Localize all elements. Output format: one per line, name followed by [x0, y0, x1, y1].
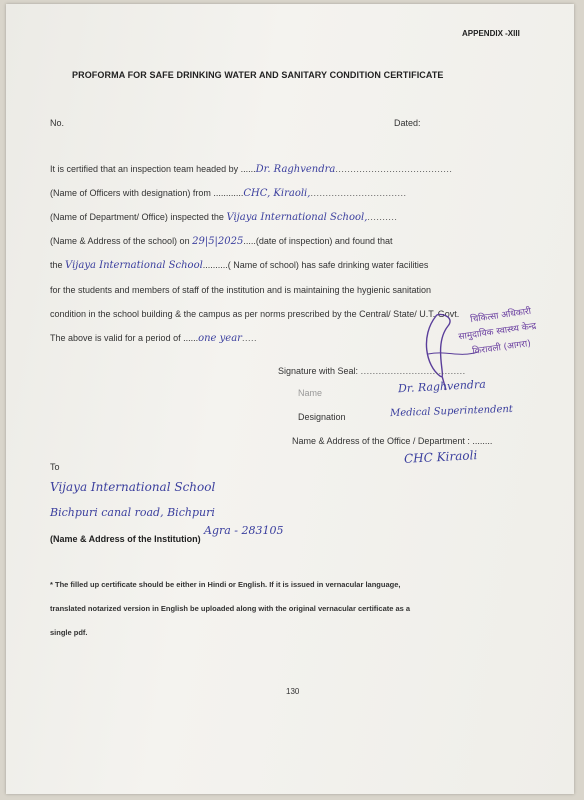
- recipient-line-2: Bichpuri canal road, Bichpuri: [50, 506, 215, 519]
- line4-prefix: (Name & Address of the school) on: [50, 236, 190, 246]
- page-number: 130: [286, 687, 300, 696]
- certificate-page: [6, 4, 574, 794]
- seal-line-3: किरावली (आगरा): [471, 338, 532, 358]
- line8-prefix: The above is valid for a period of ......: [50, 333, 199, 343]
- body-line-2: [50, 188, 406, 199]
- footnote-line-3: single pdf.: [50, 628, 88, 637]
- school-handwritten: Vijaya International School,: [226, 212, 368, 223]
- body-line-5: [50, 260, 428, 271]
- office-address-handwritten: CHC Kiraoli: [403, 448, 478, 466]
- body-line-4: [50, 236, 538, 247]
- number-label: No.: [50, 118, 65, 128]
- name-label: Name: [298, 388, 323, 398]
- to-label: To: [50, 462, 60, 472]
- body-line-8: [50, 333, 257, 344]
- footnote-line-2: translated notarized version in English be uploaded along with the original vernacular certificate as a: [50, 604, 411, 613]
- body-line-3: [50, 212, 397, 223]
- footnote-line-1: * The filled up certificate should be either in Hindi or English. If it is issued in vernacular language,: [50, 580, 401, 589]
- office-handwritten: CHC, Kiraoli,: [243, 188, 311, 199]
- line5-suffix: ..........( Name of school) has safe drinking water facilities: [202, 260, 429, 270]
- line4-suffix: .....(date of inspection) and found that: [243, 236, 393, 246]
- validity-handwritten: one year: [198, 333, 242, 344]
- office-address-label: Name & Address of the Office / Department : ........: [292, 436, 493, 446]
- line2-prefix: (Name of Officers with designation) from ............: [50, 188, 244, 198]
- body-line-6: for the students and members of staff of the institution and is maintaining the hygienic sanitation: [50, 285, 432, 295]
- line2-suffix: ................................: [310, 188, 407, 198]
- line3-suffix: ..........: [367, 212, 398, 222]
- line1-suffix: .......................................: [335, 164, 453, 174]
- line3-prefix: (Name of Department/ Office) inspected the: [50, 212, 224, 222]
- signatory-name-handwritten: Dr. Raghvendra: [397, 377, 487, 396]
- line5-prefix: the: [50, 260, 63, 270]
- body-line-7: condition in the school building & the campus as per norms prescribed by the Central/ State/ U.T. Govt.: [50, 309, 460, 319]
- signature-label: Signature with Seal:: [278, 366, 359, 376]
- seal-line-2: सामुदायिक स्वास्थ्य केन्द्र: [457, 321, 537, 343]
- document-title: PROFORMA FOR SAFE DRINKING WATER AND SANITARY CONDITION CERTIFICATE: [72, 70, 444, 80]
- recipient-line-3: Agra - 283105: [204, 524, 284, 537]
- line8-suffix: .....: [241, 333, 257, 343]
- signature-line: [278, 366, 466, 376]
- inspection-date-handwritten: 29|5|2025: [192, 236, 244, 247]
- institution-label: (Name & Address of the Institution): [50, 534, 201, 544]
- school-name-handwritten: Vijaya International School: [65, 260, 203, 271]
- designation-handwritten: Medical Superintendent: [389, 403, 514, 420]
- signature-dots: ...................................: [360, 366, 466, 376]
- recipient-line-1: Vijaya International School: [50, 480, 216, 494]
- officer-name-handwritten: Dr. Raghvendra: [255, 164, 336, 175]
- designation-label: Designation: [298, 412, 346, 422]
- dated-label: Dated:: [394, 118, 421, 128]
- appendix-label: APPENDIX -XIII: [462, 29, 520, 38]
- line1-prefix: It is certified that an inspection team headed by ......: [50, 164, 256, 174]
- body-line-1: [50, 164, 452, 175]
- seal-line-1: चिकित्सा अधिकारी: [469, 306, 532, 326]
